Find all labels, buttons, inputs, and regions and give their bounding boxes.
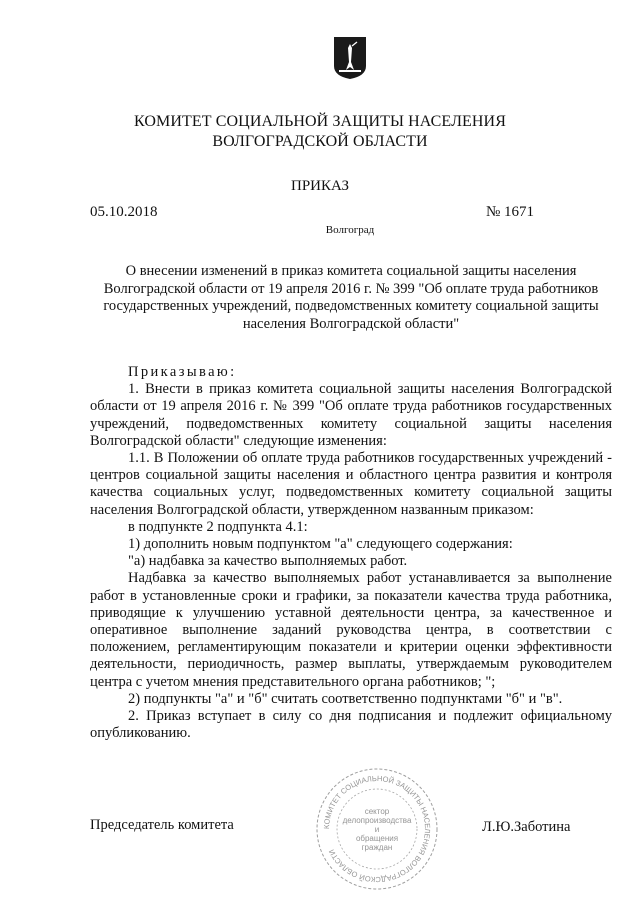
paragraph-subpoint-2: 2) подпункты "а" и "б" считать соответственно подпунктами "б" и "в".	[128, 690, 563, 707]
order-city: Волгоград	[325, 224, 375, 236]
stamp-center-line: и	[374, 825, 380, 834]
order-number: № 1671	[486, 204, 535, 220]
paragraph-2: 2. Приказ вступает в силу со дня подписания и подлежит официальному опубликованию.	[90, 708, 612, 742]
signature-name: Л.Ю.Заботина	[482, 819, 571, 835]
order-date: 05.10.2018	[90, 204, 158, 220]
coat-of-arms-icon	[333, 36, 367, 80]
committee-name-line2: ВОЛГОГРАДСКОЙ ОБЛАСТИ	[212, 133, 428, 150]
stamp-center-line: делопроизводства	[342, 816, 412, 825]
order-body	[90, 364, 612, 742]
stamp-center-line: обращения	[355, 834, 399, 843]
paragraph-1-1: 1.1. В Положении об оплате труда работников государственных учреждений - центров социальной защиты населения и областного центра развития и контроля качества социальных услуг, подведомственных комитету социальной защиты населения Волгоградской области, утвержденном названным приказом:	[90, 450, 612, 518]
committee-name-line1: КОМИТЕТ СОЦИАЛЬНОЙ ЗАЩИТЫ НАСЕЛЕНИЯ	[134, 113, 506, 130]
paragraph-1: 1. Внести в приказ комитета социальной защиты населения Волгоградской области от 19 апреля 2016 г. № 399 "Об оплате труда работников государственных учреждений, подведомственных комитету социальной защиты населения Волгоградской области" следующие изменения:	[90, 381, 612, 449]
order-title: ПРИКАЗ	[291, 178, 349, 194]
paragraph-subpoint-a: "а) надбавка за качество выполняемых работ.	[128, 553, 408, 570]
stamp-center-line: сектор	[364, 807, 390, 816]
order-subject: О внесении изменений в приказ комитета социальной защиты населения Волгоградской области от 19 апреля 2016 г. № 399 "Об оплате труда работников государственных учреждений, подведомственных комитету социальной защиты населения Волгоградской области"	[103, 263, 599, 332]
paragraph-nadbavka: Надбавка за качество выполняемых работ устанавливается за выполнение работ в установленные сроки и графики, за показатели качества труда работника, приводящие к улучшению уставной деятельности центра, за качественное и оперативное выполнение заданий руководства центра, в соответствии с положением, регламентирующим показатели и критерии оценки эффективности деятельности, периодичность, размер выплаты, утверждаемым руководителем центра с учетом мнения представительного органа работников; ";	[90, 570, 612, 690]
prikazyvayu-heading: Приказываю:	[128, 364, 237, 380]
stamp-ring-text: КОМИТЕТ СОЦИАЛЬНОЙ ЗАЩИТЫ НАСЕЛЕНИЯ ВОЛГОГРАДСКОЙ ОБЛАСТИ	[321, 773, 433, 885]
signature-role: Председатель комитета	[90, 817, 234, 833]
stamp-center-line: граждан	[361, 843, 393, 852]
paragraph-subpoint: в подпункте 2 подпункта 4.1:	[128, 518, 308, 535]
paragraph-add-subpoint: 1) дополнить новым подпунктом "а" следующего содержания:	[128, 536, 513, 553]
stamp-seal	[312, 764, 442, 894]
